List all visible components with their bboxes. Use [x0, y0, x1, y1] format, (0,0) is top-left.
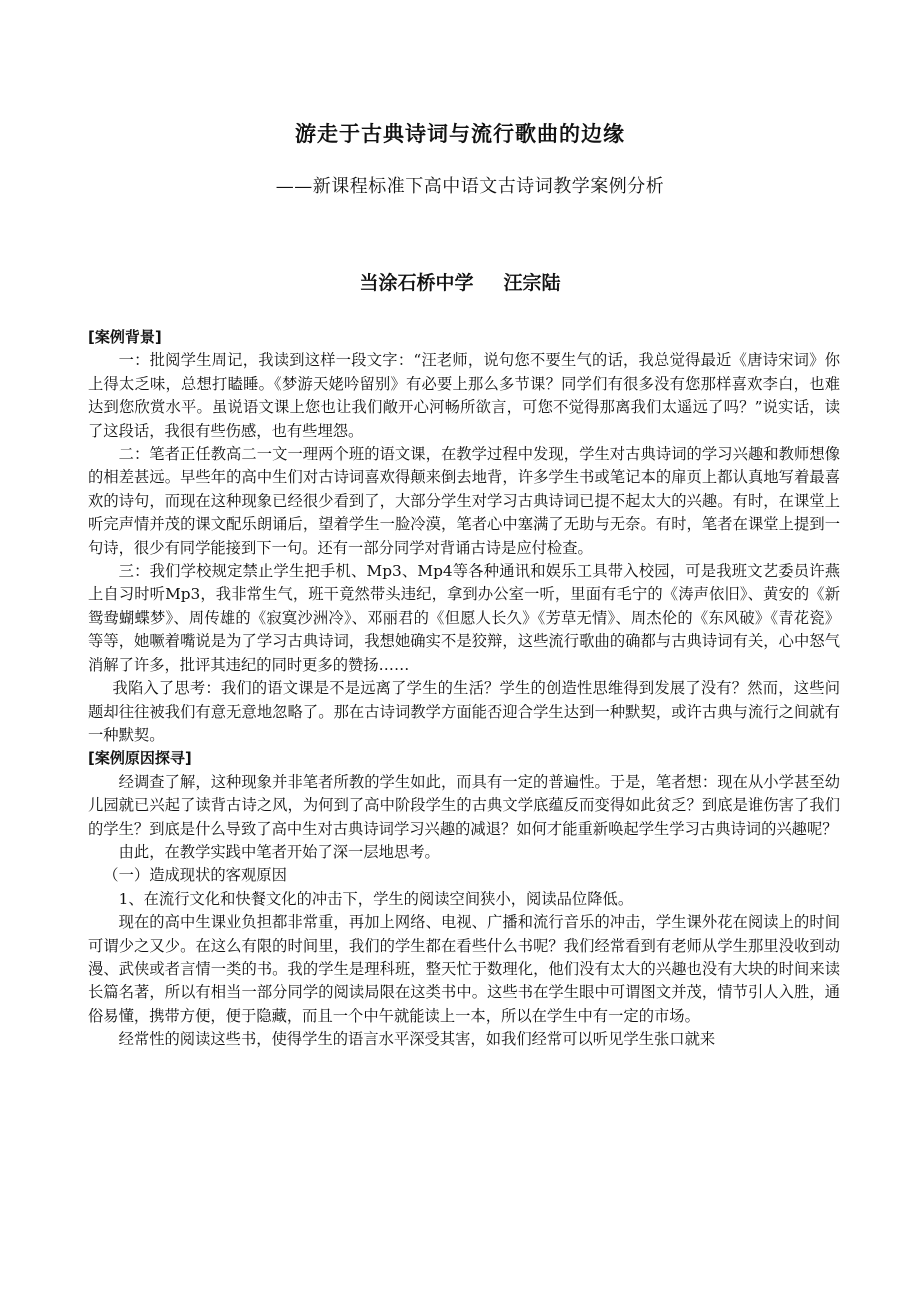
- author-line: [0, 268, 920, 295]
- paragraph: 由此，在教学实践中笔者开始了深一层地思考。: [118, 842, 440, 861]
- paragraph: 1、在流行文化和快餐文化的冲击下，学生的阅读空间狭小，阅读品位降低。: [118, 889, 634, 908]
- paragraph: 经调查了解，这种现象并非笔者所教的学生如此，而具有一定的普遍性。于是，笔者想：现在从小学甚至幼儿园就已兴起了读背古诗之风，为何到了高中阶段学生的古典文学底蕴反而变得如此贫乏？到底是谁伤害了我们的学生？到底是什么导致了高中生对古典诗词学习兴趣的减退？如何才能重新唤起学生学习古典诗词的兴趣呢？: [88, 772, 840, 838]
- section-heading-cause: [案例原因探寻]: [88, 749, 192, 768]
- paragraph: 现在的高中生课业负担都非常重，再加上网络、电视、广播和流行音乐的冲击，学生课外花在阅读上的时间可谓少之又少。在这么有限的时间里，我们的学生都在看些什么书呢？我们经常看到有老师从学生那里没收到动漫、武侠或者言情一类的书。我的学生是理科班，整天忙于数理化，他们没有太大的兴趣也没有大块的时间来读长篇名著，所以有相当一部分同学的阅读局限在这类书中。这些书在学生眼中可谓图文并茂，情节引人入胜，通俗易懂，携带方便，便于隐藏，而且一个中午就能读上一本，所以在学生中有一定的市场。: [88, 913, 840, 1025]
- subsection-heading: （一）造成现状的客观原因: [103, 866, 287, 885]
- author-school: 当涂石桥中学: [359, 272, 474, 294]
- section-heading-background: [案例背景]: [88, 328, 162, 346]
- paragraph: 经常性的阅读这些书，使得学生的语言水平深受其害，如我们经常可以听见学生张口就来: [118, 1030, 716, 1049]
- paragraph: 二：笔者正任教高二一文一理两个班的语文课，在教学过程中发现，学生对古典诗词的学习兴趣和教师想像的相差甚远。早些年的高中生们对古诗词喜欢得颠来倒去地背，许多学生书或笔记本的扉页上都认真地写着最喜欢的诗句，而现在这种现象已经很少看到了，大部分学生对学习古典诗词已提不起太大的兴趣。有时，在课堂上听完声情并茂的课文配乐朗诵后，望着学生一脸冷漠，笔者心中塞满了无助与无奈。有时，笔者在课堂上提到一句诗，很少有同学能接到下一句。还有一部分同学对背诵古诗是应付检查。: [88, 445, 840, 557]
- paragraph: 一：批阅学生周记，我读到这样一段文字：“汪老师，说句您不要生气的话，我总觉得最近《唐诗宋词》你上得太乏味，总想打瞌睡。《梦游天姥吟留别》有必要上那么多节课？同学们有很多没有您那样喜欢李白，也难达到您欣赏水平。虽说语文课上您也让我们敞开心河畅所欲言，可您不觉得那离我们太遥远了吗？”说实话，读了这段话，我很有些伤感，也有些埋怨。: [88, 351, 840, 440]
- paragraph: 三：我们学校规定禁止学生把手机、Mp3、Mp4等各种通讯和娱乐工具带入校园，可是我班文艺委员许燕上自习时听Mp3，我非常生气，班干竟然带头违纪，拿到办公室一听，里面有毛宁的《涛声依旧》、黄安的《新鸳鸯蝴蝶梦》、周传雄的《寂寞沙洲冷》、邓丽君的《但愿人长久》《芳草无情》、周杰伦的《东风破》《青花瓷》等等，她噘着嘴说是为了学习古典诗词，我想她确实不是狡辩，这些流行歌曲的确都与古典诗词有关，心中怒气消解了许多，批评其违纪的同时更多的赞扬……: [88, 562, 840, 674]
- document-body: [88, 326, 840, 1052]
- document-subtitle: ——新课程标准下高中语文古诗词教学案例分析: [275, 176, 665, 197]
- document-title: 游走于古典诗词与流行歌曲的边缘: [295, 122, 625, 146]
- paragraph: 我陷入了思考：我们的语文课是不是远离了学生的生活？学生的创造性思维得到发展了没有？然而，这些问题却往往被我们有意无意地忽略了。那在古诗词教学方面能否迎合学生达到一种默契，或许古典与流行之间就有一种默契。: [88, 679, 840, 744]
- author-name: 汪宗陆: [503, 272, 561, 294]
